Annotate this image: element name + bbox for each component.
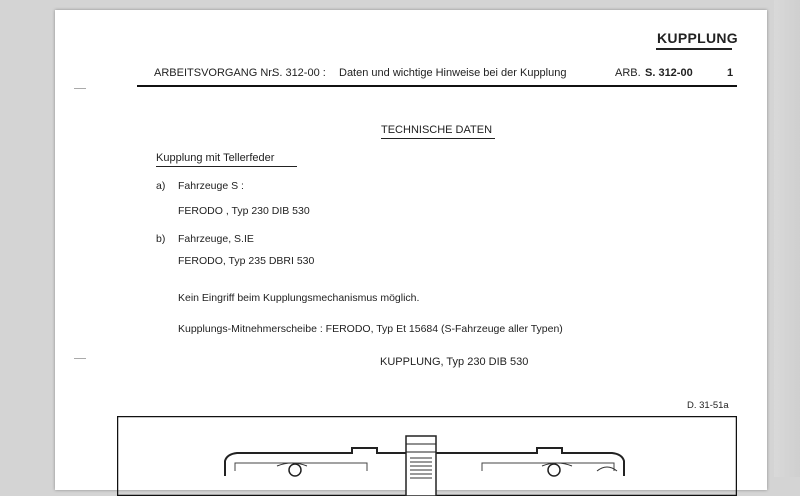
item-spec: FERODO , Typ 230 DIB 530 [178,205,310,217]
header-rule [137,85,737,87]
item-letter: a) [156,180,166,192]
item-vehicle: Fahrzeuge, S.IE [178,233,254,245]
document-title: KUPPLUNG [657,30,738,46]
arb-label: ARB. [615,67,641,79]
operation-number: S. 312-00 : [272,67,326,79]
section-underline [381,138,495,139]
page-number: 1 [727,67,734,79]
operation-text: Daten und wichtige Hinweise bei der Kupplung [339,67,567,79]
subheading-underline [156,166,297,167]
margin-mark [74,358,86,359]
title-underline [656,48,732,50]
window-edge [774,0,800,477]
mechanism-note: Kein Eingriff beim Kupplungsmechanismus möglich. [178,292,420,304]
figure-reference: D. 31-51a [687,400,729,411]
figure-caption: KUPPLUNG, Typ 230 DIB 530 [380,356,529,368]
clutch-disc-spec: Kupplungs-Mitnehmerscheibe : FERODO, Typ Et 15684 (S-Fahrzeuge aller Typen) [178,323,563,335]
item-letter: b) [156,233,166,245]
item-spec: FERODO, Typ 235 DBRI 530 [178,255,315,267]
section-title: TECHNISCHE DATEN [381,124,493,136]
margin-mark [74,88,86,89]
document-page [55,10,767,490]
item-vehicle: Fahrzeuge S : [178,180,244,192]
subheading: Kupplung mit Tellerfeder [156,152,275,164]
clutch-drawing [117,416,737,496]
arb-number: S. 312-00 [645,67,693,79]
operation-label: ARBEITSVORGANG Nr. [154,67,275,79]
